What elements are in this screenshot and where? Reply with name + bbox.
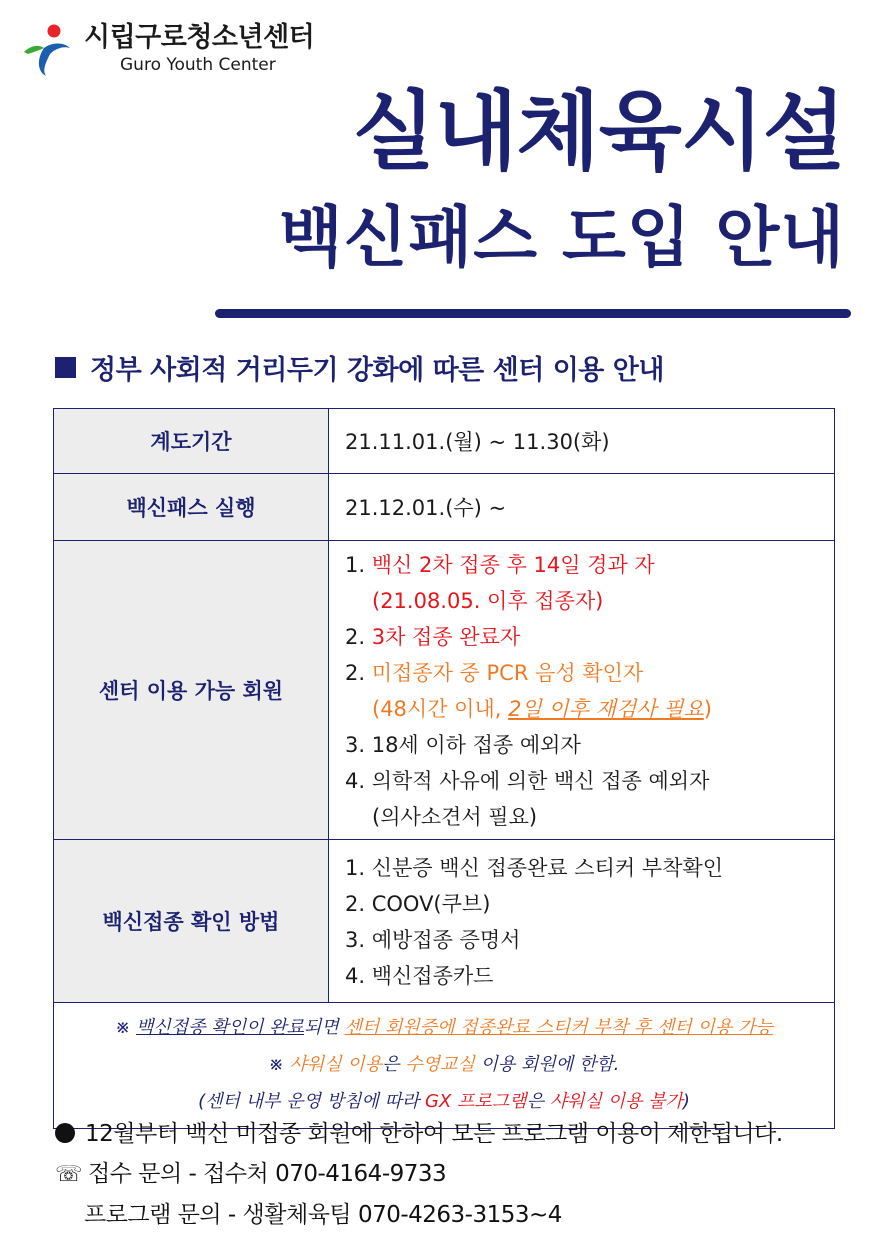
list-number: 1. [345, 553, 372, 577]
table-note [54, 1003, 835, 1129]
note-mark: ※ [115, 1017, 137, 1038]
list-item [345, 547, 833, 583]
note-highlight: GX 프로그램 [425, 1091, 527, 1112]
info-table [53, 408, 835, 1129]
list-item: 1. 신분증 백신 접종완료 스티커 부착확인 [345, 856, 723, 880]
row-label-verification-method: 백신접종 확인 방법 [54, 840, 329, 1003]
list-number: 2. [345, 625, 372, 649]
row-label-eligible-members: 센터 이용 가능 회원 [54, 541, 329, 840]
logo-name-en: Guro Youth Center [120, 55, 276, 75]
table-row [54, 1003, 835, 1129]
title-line-1: 실내체육시설 [352, 82, 845, 182]
list-item: 3. 18세 이하 접종 예외자 [345, 733, 581, 757]
section-heading-text: 정부 사회적 거리두기 강화에 따른 센터 이용 안내 [90, 355, 664, 386]
note-highlight: 샤워실 이용 불가 [549, 1091, 683, 1112]
row-value-guidance-period: 21.11.01.(월) ~ 11.30(화) [329, 409, 835, 474]
footer-notice [55, 1114, 783, 1154]
footer [55, 1114, 783, 1235]
table-row [54, 840, 835, 1003]
row-value-verification-method [329, 840, 835, 1003]
note-text: ) [682, 1091, 690, 1112]
footer-contact-2: 프로그램 문의 - 생활체육팀 070-4263-3153~4 [84, 1202, 562, 1228]
note-text: (센터 내부 운영 방침에 따라 [198, 1091, 425, 1112]
eligible-item-text: 백신 2차 접종 후 14일 경과 자 [371, 553, 655, 577]
note-highlight: 샤워실 이용 [289, 1054, 383, 1075]
note-text: 이용 회원에 한함. [474, 1054, 620, 1075]
title-line-2: 백신패스 도입 안내 [278, 199, 845, 276]
row-value-eligible-members [329, 541, 835, 840]
row-label-guidance-period: 계도기간 [54, 409, 329, 474]
logo-mark-icon [20, 22, 76, 78]
note-text: 은 [526, 1091, 550, 1112]
logo-name-ko: 시립구로청소년센터 [84, 22, 315, 53]
retest-required-text: 2일 이후 재검사 필요 [508, 697, 704, 721]
note-highlight: 수영교실 [405, 1054, 475, 1075]
note-text: 은 [382, 1054, 406, 1075]
list-item: 4. 백신접종카드 [345, 964, 494, 988]
eligible-item-text: 미접종자 중 PCR 음성 확인자 [371, 661, 644, 685]
note-line-2 [54, 1046, 834, 1083]
note-text: 백신접종 확인이 완료 [136, 1017, 304, 1038]
section-heading [55, 348, 664, 387]
note-mark: ※ [268, 1054, 290, 1075]
table-row [54, 541, 835, 840]
note-line-1 [54, 1009, 834, 1046]
footer-contact-1 [55, 1154, 783, 1195]
note-highlight: 센터 회원증에 접종완료 스티커 부착 후 센터 이용 가능 [344, 1017, 773, 1038]
eligible-item-text: 3차 접종 완료자 [371, 625, 521, 649]
title-underline [215, 309, 851, 318]
eligible-item-subtext [345, 691, 833, 727]
list-number: 2. [345, 661, 372, 685]
eligible-item-subtext: (의사소견서 필요) [372, 805, 538, 829]
list-item [345, 619, 833, 655]
subtext-part: ) [703, 697, 712, 721]
list-item: 3. 예방접종 증명서 [345, 928, 521, 952]
list-item: 2. COOV(쿠브) [345, 892, 491, 916]
list-item: 4. 의학적 사유에 의한 백신 접종 예외자 [345, 769, 710, 793]
bullet-dot-icon [55, 1123, 75, 1143]
phone-icon: ☏ [55, 1162, 83, 1187]
contact-text: 접수 문의 - 접수처 070-4164-9733 [88, 1161, 447, 1187]
row-value-vaccine-pass-start: 21.12.01.(수) ~ [329, 474, 835, 541]
list-item [345, 655, 833, 691]
table-row [54, 409, 835, 474]
subtext-part: (48시간 이내, [372, 697, 509, 721]
square-bullet-icon [55, 357, 76, 378]
note-text: 되면 [303, 1017, 345, 1038]
row-label-vaccine-pass-start: 백신패스 실행 [54, 474, 329, 541]
table-row [54, 474, 835, 541]
footer-notice-text: 12월부터 백신 미접종 회원에 한하여 모든 프로그램 이용이 제한됩니다. [85, 1121, 783, 1147]
center-logo [20, 22, 314, 78]
eligible-item-subtext: (21.08.05. 이후 접종자) [372, 589, 604, 613]
